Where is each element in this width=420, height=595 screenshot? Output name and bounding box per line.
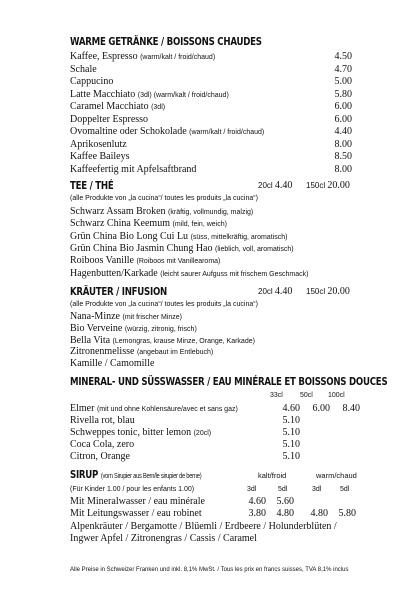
item-price: 5.10 bbox=[282, 439, 300, 450]
item-name bbox=[70, 126, 264, 138]
menu-item bbox=[70, 243, 352, 254]
item-label: Zitronenmelisse bbox=[70, 346, 135, 358]
item-note: (warm/kalt / froid/chaud) bbox=[140, 54, 216, 61]
menu-item bbox=[70, 403, 360, 414]
item-price: 4.60 bbox=[248, 496, 266, 507]
item-label: Grün China Bio Jasmin Chung Hao bbox=[70, 242, 213, 254]
item-name bbox=[70, 114, 148, 125]
mineral-col-100: 100cl bbox=[328, 392, 345, 399]
item-name bbox=[70, 151, 130, 162]
item-price: 5.80 bbox=[334, 88, 352, 100]
menu-item bbox=[70, 218, 352, 229]
item-note: (Roiboos mit Vanillearoma) bbox=[136, 258, 221, 266]
item-price: 8.50 bbox=[334, 151, 352, 162]
menu-item bbox=[70, 358, 352, 369]
section-title-sirup: SIRUP (vom Sirupier aus Bern/le sirupier de berne) bbox=[70, 469, 202, 481]
menu-item bbox=[70, 51, 352, 62]
item-note: (süss, mittelkräftig, aromatisch) bbox=[190, 233, 288, 241]
sirup-flavors-line-2: Ingwer Apfel / Zitronengras / Cassis / Caramel bbox=[70, 533, 257, 544]
menu-item bbox=[70, 89, 352, 100]
item-label: Schweppes tonic, bitter lemon bbox=[70, 427, 192, 438]
section-title-mineral: MINERAL- UND SÜSSWASSER / EAU MINÉRALE ET BOISSONS DOUCES bbox=[70, 376, 388, 388]
section-title-tea: TEE / THÉ bbox=[70, 180, 114, 192]
item-price: 6.00 bbox=[334, 101, 352, 112]
item-label: Kaffeefertig mit Apfelsaftbrand bbox=[70, 163, 197, 175]
menu-item bbox=[70, 323, 352, 334]
menu-item bbox=[70, 439, 352, 450]
item-price: 8.00 bbox=[334, 163, 352, 175]
item-label: Roiboos Vanille bbox=[70, 255, 134, 267]
item-name bbox=[70, 403, 238, 415]
item-note: (3dl) bbox=[151, 104, 166, 111]
item-label: Latte Macchiato bbox=[70, 88, 136, 100]
item-label: Schale bbox=[70, 63, 97, 75]
menu-item bbox=[70, 255, 352, 266]
item-name bbox=[70, 311, 182, 323]
item-price: 4.80 bbox=[310, 508, 328, 519]
item-price: 4.40 bbox=[334, 126, 352, 137]
menu-item bbox=[70, 415, 352, 426]
item-price: 6.00 bbox=[312, 403, 330, 414]
item-note: (Lemongras, krause Minze, Orange, Karkade) bbox=[112, 337, 255, 345]
item-note: (3dl) (warm/kalt / froid/chaud) bbox=[137, 91, 229, 99]
item-price: 5.80 bbox=[338, 508, 356, 519]
item-label: Kaffee, Espresso bbox=[70, 51, 138, 62]
item-label: Cappucino bbox=[70, 76, 114, 87]
item-name bbox=[70, 268, 308, 280]
item-name bbox=[70, 139, 127, 150]
item-note: (würzig, zitronig, frisch) bbox=[124, 325, 197, 333]
item-label: Doppelter Espresso bbox=[70, 113, 149, 125]
menu-item bbox=[70, 231, 352, 242]
item-name bbox=[70, 64, 97, 75]
menu-item bbox=[70, 101, 352, 112]
menu-item bbox=[70, 268, 352, 279]
item-name bbox=[70, 427, 211, 439]
item-name bbox=[70, 243, 294, 255]
item-note: (angebaut im Entlebuch) bbox=[136, 349, 214, 357]
item-note: (mit und ohne Kohlensäure/avec et sans gaz) bbox=[96, 406, 238, 413]
item-note: (lieblich, voll, aromatisch) bbox=[215, 245, 294, 253]
sirup-col-warm: warm/chaud bbox=[316, 471, 357, 480]
item-label: Ovomaltine oder Schokolade bbox=[70, 126, 187, 137]
menu-item bbox=[70, 151, 352, 162]
sirup-col-cold: kalt/froid bbox=[258, 471, 287, 480]
item-label: Schwarz Assam Broken bbox=[70, 206, 166, 217]
item-name bbox=[70, 218, 227, 230]
menu-item bbox=[70, 311, 352, 322]
item-label: Citron, Orange bbox=[70, 451, 130, 462]
tea-subtitle: (alle Produkte von „la cucina“/ toutes les produits „la cucina“) bbox=[70, 195, 258, 202]
tea-size-small: 20cl 4.40 bbox=[258, 180, 293, 191]
item-price: 6.00 bbox=[334, 113, 352, 125]
item-name bbox=[70, 346, 213, 358]
menu-item bbox=[70, 164, 352, 175]
menu-item bbox=[70, 427, 352, 438]
item-note: (warm/kalt / froid/chaud) bbox=[189, 129, 265, 136]
item-label: Kamille / Camomille bbox=[70, 358, 155, 370]
tea-size-large: 150cl 20.00 bbox=[306, 180, 350, 191]
sirup-size-3: 3dl bbox=[312, 486, 322, 493]
section-title-herbs: KRÄUTER / INFUSION bbox=[70, 286, 168, 298]
item-name bbox=[70, 323, 197, 335]
item-price: 5.10 bbox=[282, 427, 300, 438]
item-label: Grün China Bio Long Cui Lu bbox=[70, 230, 189, 242]
item-name: Mit Leitungswasser / eau robinet bbox=[70, 508, 202, 519]
item-label: Kaffee Baileys bbox=[70, 151, 130, 162]
sirup-size-1: 3dl bbox=[247, 486, 257, 493]
item-note: (20cl) bbox=[193, 430, 212, 437]
item-label: Nana-Minze bbox=[70, 311, 120, 322]
herbs-size-small: 20cl 4.40 bbox=[258, 286, 293, 297]
item-note: (mild, fein, weich) bbox=[172, 221, 227, 229]
item-price: 4.50 bbox=[334, 51, 352, 62]
item-price: 5.60 bbox=[276, 496, 294, 507]
item-label: Aprikosenlutz bbox=[70, 138, 127, 150]
item-label: Elmer bbox=[70, 403, 95, 414]
menu-item bbox=[70, 64, 352, 75]
menu-item bbox=[70, 114, 352, 125]
item-name bbox=[70, 358, 154, 369]
item-price: 5.00 bbox=[334, 76, 352, 87]
item-price: 5.10 bbox=[282, 451, 300, 462]
item-label: Bio Verveine bbox=[70, 322, 123, 334]
item-note: (kräftig, vollmundig, malzig) bbox=[168, 209, 254, 216]
menu-item bbox=[70, 451, 352, 462]
item-name bbox=[70, 164, 196, 175]
menu-item bbox=[70, 206, 352, 217]
menu-item bbox=[70, 126, 352, 137]
item-name bbox=[70, 89, 229, 101]
sirup-size-2: 5dl bbox=[278, 486, 288, 493]
item-name: Mit Mineralwasser / eau minérale bbox=[70, 496, 205, 507]
item-label: Bella Vita bbox=[70, 334, 111, 346]
mineral-col-33: 33cl bbox=[270, 392, 283, 399]
item-name bbox=[70, 76, 113, 87]
item-price: 3.80 bbox=[248, 508, 266, 519]
item-label: Schwarz China Keemum bbox=[70, 218, 170, 230]
item-label: Caramel Macchiato bbox=[70, 101, 149, 112]
item-label: Coca Cola, zero bbox=[70, 439, 135, 450]
herbs-size-large: 150cl 20.00 bbox=[306, 286, 350, 297]
item-price: 4.70 bbox=[334, 63, 352, 75]
item-name bbox=[70, 206, 253, 218]
item-label: Rivella rot, blau bbox=[70, 415, 135, 426]
item-name bbox=[70, 231, 287, 243]
menu-item bbox=[70, 508, 356, 519]
item-label: Hagenbutten/Karkade bbox=[70, 267, 158, 279]
menu-item bbox=[70, 496, 352, 507]
item-name bbox=[70, 335, 255, 347]
sirup-kids-note: (Für Kinder 1.00 / pour les enfants 1.00) bbox=[70, 486, 195, 493]
menu-item bbox=[70, 335, 352, 346]
footer-note: Alle Preise in Schweizer Franken und inkl. 8,1% MwSt. / Tous les prix en francs suisses, TVA 8,1% inclus bbox=[70, 567, 349, 573]
item-name bbox=[70, 51, 215, 63]
menu-item bbox=[70, 346, 352, 357]
item-name bbox=[70, 451, 130, 462]
item-price: 4.60 bbox=[282, 403, 300, 414]
item-name bbox=[70, 415, 135, 426]
section-title-warm: WARME GETRÄNKE / BOISSONS CHAUDES bbox=[70, 36, 262, 48]
herbs-subtitle: (alle Produkte von „la cucina“/ toutes les produits „la cucina“) bbox=[70, 301, 258, 308]
item-name bbox=[70, 101, 165, 113]
sirup-flavors-line-1: Alpenkräuter / Bergamotte / Blüemli / Erdbeere / Holunderblüten / bbox=[70, 521, 337, 532]
item-name bbox=[70, 439, 134, 450]
menu-item bbox=[70, 139, 352, 150]
item-note: (leicht saurer Aufguss mit frischem Geschmack) bbox=[160, 270, 309, 278]
sirup-size-4: 5dl bbox=[340, 486, 350, 493]
menu-item bbox=[70, 76, 352, 87]
item-price: 5.10 bbox=[282, 415, 300, 426]
item-note: (mit frischer Minze) bbox=[122, 314, 182, 321]
item-price: 8.00 bbox=[334, 138, 352, 150]
item-name bbox=[70, 255, 220, 267]
item-price: 4.80 bbox=[276, 508, 294, 519]
sirup-title-note: (vom Sirupier aus Bern/le sirupier de berne) bbox=[100, 473, 202, 480]
mineral-col-50: 50cl bbox=[300, 392, 313, 399]
item-price: 8.40 bbox=[342, 403, 360, 414]
